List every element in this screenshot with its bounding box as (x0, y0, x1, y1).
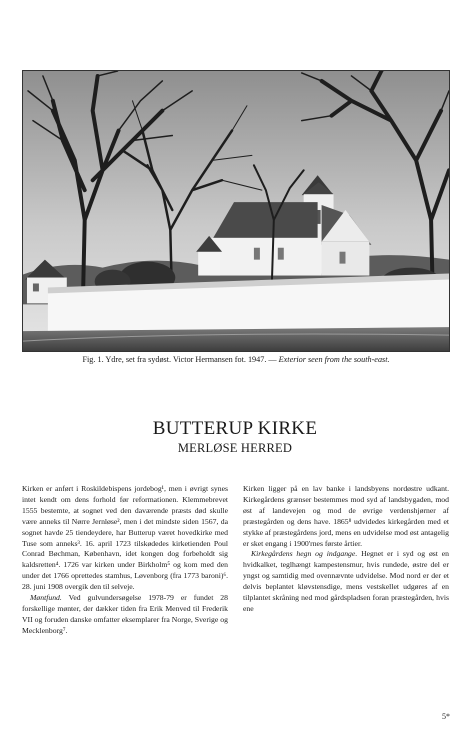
coin-finds-heading: Møntfund. (30, 593, 62, 603)
figure-caption (22, 355, 450, 364)
page-number: 5* (442, 712, 450, 721)
page-title: BUTTERUP KIRKE (152, 418, 318, 439)
paragraph-coin-finds (22, 593, 228, 637)
paragraph-fence-entrances (243, 549, 449, 614)
right-column (243, 484, 449, 615)
fence-text: Hegnet er i syd og øst en hvidkalket, teglhængt kampestensmur, hvis rundede, østre del er yngst og samtidig med ovennævnte udvidelse. Mod nord er der et delvis beplantet kløvstensdige, mens vestskellet udgøres af en tilplantet skråning ned mod gårdspladsen foran præstegården, hvis ene (243, 549, 450, 613)
paragraph-churchyard: Kirken ligger på en lav banke i landsbyens nordøstre udkant. Kirkegårdens grænser bestemmes mod syd af landsbygaden, mod øst af landevejen og mod de øvrige verdenshjørner af præstegården og dens have. 1865⁸ udvidedes kirkegården med et stykke af præstegårdens jord, mens en udvidelse mod øst antagelig er sket engang i 1900'rnes første årtier. (243, 484, 449, 548)
church-photo-illustration (23, 71, 449, 351)
caption-danish: Fig. 1. Ydre, set fra sydøst. Victor Hermansen fot. 1947. — (82, 355, 277, 364)
church-photograph (22, 70, 450, 352)
fence-heading: Kirkegårdens hegn og indgange. (251, 549, 358, 559)
caption-english: Exterior seen from the south-east. (278, 355, 390, 364)
left-column (22, 484, 228, 637)
page-subtitle: MERLØSE HERRED (177, 441, 293, 455)
coin-finds-text: Ved gulvundersøgelse 1978-79 er fundet 28 forskellige mønter, der dækker tiden fra Erik Menved til Frederik VII og foruden danske omfatter eksemplarer fra Norge, Sverige og Mecklenborg⁷. (22, 593, 228, 635)
paragraph-history: Kirken er anført i Roskildebispens jordebog¹, men i øvrigt synes intet kendt om dens forhold før reformationen. Klemmebrevet 1555 bestemte, at sognet ved den daværende præsts død skulle være anneks til Nørre Jernløse², men i det mindste siden 1567, da sognet havde 25 tiendeydere, har Butterup været hovedkirke med Tuse som anneks³. 16. april 1723 tilskødedes kirketienden Poul Conrad Bøchman, København, idet kongen dog forbeholdt sig kaldsretten⁴. 1726 var kirken under Birkholm⁵ og kom med den under det 1766 oprettedes stamhus, Løvenborg (fra 1773 baroni)⁶. 28. juni 1908 overgik den til selveje. (22, 484, 228, 592)
